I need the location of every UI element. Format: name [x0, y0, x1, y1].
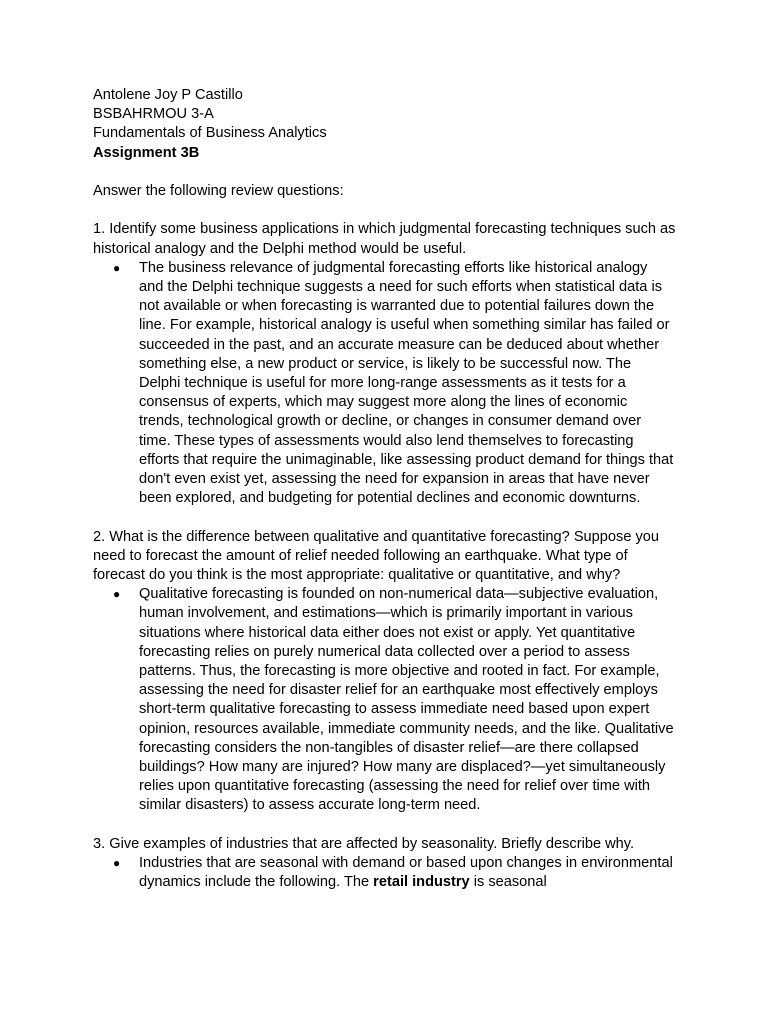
answer-3-text-end: is seasonal	[469, 874, 547, 891]
document-body	[93, 86, 683, 892]
retail-industry-emphasis: retail industry	[373, 874, 470, 891]
student-name: Antolene Joy P Castillo	[93, 87, 243, 103]
answer-2-text: Qualitative forecasting is founded on non-numerical data—subjective evaluation, human involvement, and estimations—which is primarily important in various situations where historical data either does not exist or apply. Yet quantitative forecasting relies on purely numerical data collected over a period to assess patterns. Thus, the forecasting is more objective and rooted in fact. For example, assessing the need for disaster relief for an earthquake most effectively employs short-term qualitative forecasting to assess immediate need based upon expert opinion, resources available, immediate community needs, and the like. Qualitative forecasting considers the non-tangibles of disaster relief—are there collapsed buildings? How many are injured? How many are displaced?—yet simultaneously relies upon quantitative forecasting (assessing the need for relief over time with similar disasters) to assess accurate long-term need.	[139, 586, 674, 814]
bullet-icon: ●	[113, 260, 121, 275]
spacer	[93, 201, 683, 220]
answer-3-text-start: Industries that are seasonal with demand or based upon changes in environmental dynamics include the following. The	[139, 855, 673, 891]
assignment-title: Assignment 3B	[93, 144, 200, 161]
bullet-icon: ●	[113, 856, 121, 871]
student-section: BSBAHRMOU 3-A	[93, 106, 214, 123]
spacer	[93, 163, 683, 182]
spacer	[93, 816, 683, 835]
question-3: 3. Give examples of industries that are affected by seasonality. Briefly describe why.	[93, 835, 635, 852]
answer-item-3	[93, 854, 683, 892]
answer-list-3	[93, 854, 683, 892]
answer-1-text: The business relevance of judgmental forecasting efforts like historical analogy and the Delphi technique suggests a need for such efforts when statistical data is not available or when forecasting is warranted due to potential failures down the line. For example, historical analogy is useful when something similar has failed or succeeded in the past, and an accurate measure can be deduced about whether something else, a new product or service, is likely to be successful now. The Delphi technique is useful for more long-range assessments as it tests for a consensus of experts, which may suggest more along the lines of economic trends, technological growth or decline, or changes in consumer demand over time. These types of assessments would also lend themselves to forecasting efforts that require the unimaginable, like assessing product demand for things that don't even exist yet, assessing the need for expansion in areas that have never been explored, and budgeting for potential declines and economic downturns.	[139, 259, 674, 507]
answer-item-2	[93, 585, 683, 815]
course-title: Fundamentals of Business Analytics	[93, 125, 327, 142]
spacer	[93, 508, 683, 527]
answer-list-1	[93, 259, 683, 509]
answer-item-1	[93, 259, 683, 509]
answer-list-2	[93, 585, 683, 815]
instructions: Answer the following review questions:	[93, 183, 344, 199]
question-2: 2. What is the difference between qualitative and quantitative forecasting? Suppose you need to forecast the amount of relief needed following an earthquake. What type of forecast do you think is the most appropriate: qualitative or quantitative, and why?	[93, 528, 660, 584]
question-1: 1. Identify some business applications in which judgmental forecasting techniques such as historical analogy and the Delphi method would be useful.	[93, 221, 676, 257]
bullet-icon: ●	[113, 587, 121, 602]
answer-3-text	[139, 854, 675, 892]
